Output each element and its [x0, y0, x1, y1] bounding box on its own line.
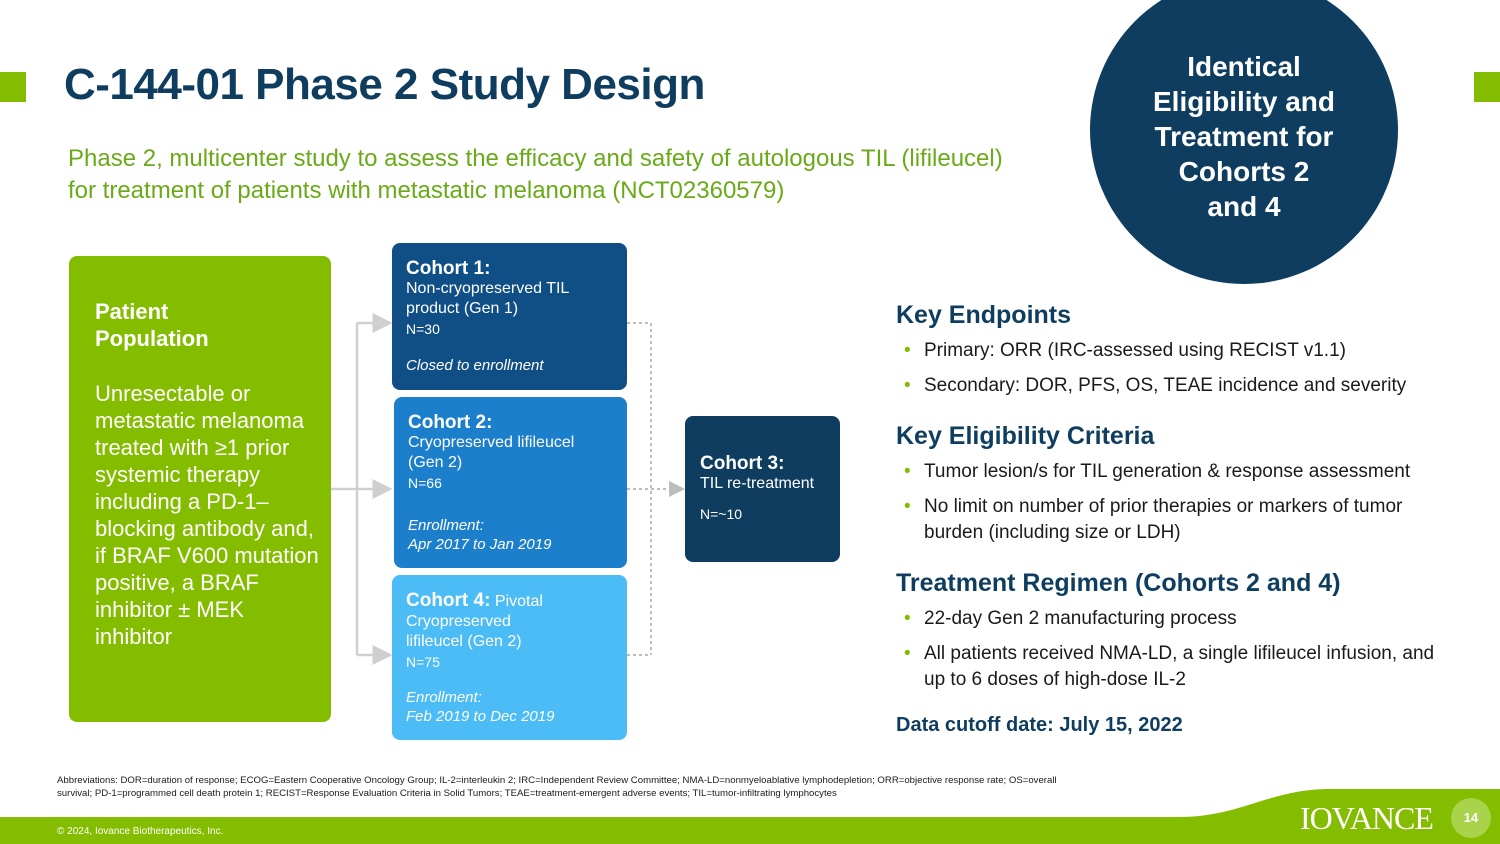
list-item: • Secondary: DOR, PFS, OS, TEAE incidence and severity — [896, 373, 1466, 399]
footer-band — [0, 786, 1500, 844]
cohort-4-heading: Cohort 4: — [406, 590, 491, 611]
cohort-1-heading: Cohort 1: — [406, 258, 491, 279]
iovance-logo: IOVANCE — [1300, 800, 1433, 836]
cohort-3-n: N=~10 — [700, 506, 743, 522]
cohort-4-tag: Pivotal — [494, 593, 543, 610]
solid-arrows — [331, 323, 390, 655]
cohort-1-desc: Non-cryopreserved TIL product (Gen 1) — [406, 280, 569, 317]
abbreviations-footnote: Abbreviations: DOR=duration of response; ECOG=Eastern Cooperative Oncology Group; IL-2=interleukin 2; IRC=Independent Review Committee; NMA-LD=nonmyeloablative lymphodepletion; ORR=objective response rate; OS=overall survival; PD-1=programmed cell death protein 1; RECIST=Response Evaluation Criteria in Solid Tumors; TEAE=treatment-emergent adverse events; TIL=tumor-infiltrating lymphocytes — [57, 775, 1057, 799]
list-item: • 22-day Gen 2 manufacturing process — [896, 606, 1456, 632]
cohort-3-desc: TIL re-treatment — [700, 475, 815, 492]
cohort-2-enrollment-dates: Apr 2017 to Jan 2019 — [408, 536, 552, 553]
cohort-1-n: N=30 — [406, 321, 440, 337]
cohort-2-n: N=66 — [408, 475, 442, 491]
callout-line: and 4 — [1207, 191, 1281, 222]
cohort-4-desc: Cryopreserved lifileucel (Gen 2) — [406, 613, 522, 650]
cohort-2-enrollment-label: Enrollment: — [408, 517, 484, 534]
data-cutoff: Data cutoff date: July 15, 2022 — [896, 714, 1183, 736]
key-endpoints-heading: Key Endpoints — [896, 301, 1072, 329]
callout-line: Eligibility and — [1152, 86, 1335, 117]
page-title: C-144-01 Phase 2 Study Design — [64, 60, 705, 109]
callout-line: Cohorts 2 — [1178, 156, 1310, 187]
cohort-3-heading: Cohort 3: — [700, 453, 785, 474]
dotted-arrows — [627, 323, 683, 655]
cohort-1-note: Closed to enrollment — [406, 357, 544, 374]
patient-population-box — [69, 256, 331, 722]
callout-line: Identical — [1187, 51, 1301, 82]
cohort-4-enrollment-label: Enrollment: — [406, 689, 482, 706]
key-endpoints-list — [896, 338, 1466, 408]
treatment-heading: Treatment Regimen (Cohorts 2 and 4) — [896, 569, 1341, 597]
eligibility-heading: Key Eligibility Criteria — [896, 422, 1155, 450]
list-item: • No limit on number of prior therapies or markers of tumor burden (including size or LDH) — [896, 494, 1466, 546]
cohort-1-box — [392, 243, 627, 390]
patient-population-heading: Patient Population — [95, 299, 209, 351]
cohort-2-desc: Cryopreserved lifileucel (Gen 2) — [408, 434, 575, 471]
cohort-4-box — [392, 575, 627, 740]
list-item: • Primary: ORR (IRC-assessed using RECIST v1.1) — [896, 338, 1466, 364]
eligibility-list — [896, 459, 1466, 555]
cohort-4-n: N=75 — [406, 654, 440, 670]
treatment-list — [896, 606, 1456, 702]
page-subtitle: Phase 2, multicenter study to assess the efficacy and safety of autologous TIL (lifileucel) for treatment of patients with metastatic melanoma (NCT02360579) — [68, 145, 1003, 204]
cohort-3-box — [685, 416, 840, 562]
list-item: • Tumor lesion/s for TIL generation & response assessment — [896, 459, 1466, 485]
list-item: • All patients received NMA-LD, a single lifileucel infusion, and up to 6 doses of high-dose IL-2 — [896, 641, 1456, 693]
patient-population-body: Unresectable or metastatic melanoma treated with ≥1 prior systemic therapy including a PD-1–blocking antibody and, if BRAF V600 mutation positive, a BRAF inhibitor ± MEK inhibitor — [95, 381, 319, 649]
cohort-2-heading: Cohort 2: — [408, 412, 493, 433]
copyright: © 2024, Iovance Biotherapeutics, Inc. — [57, 826, 224, 837]
page-number: 14 — [1451, 798, 1491, 838]
cohort-4-enrollment-dates: Feb 2019 to Dec 2019 — [406, 708, 555, 725]
callout-line: Treatment for — [1154, 121, 1334, 152]
cohort-2-box — [394, 397, 627, 568]
